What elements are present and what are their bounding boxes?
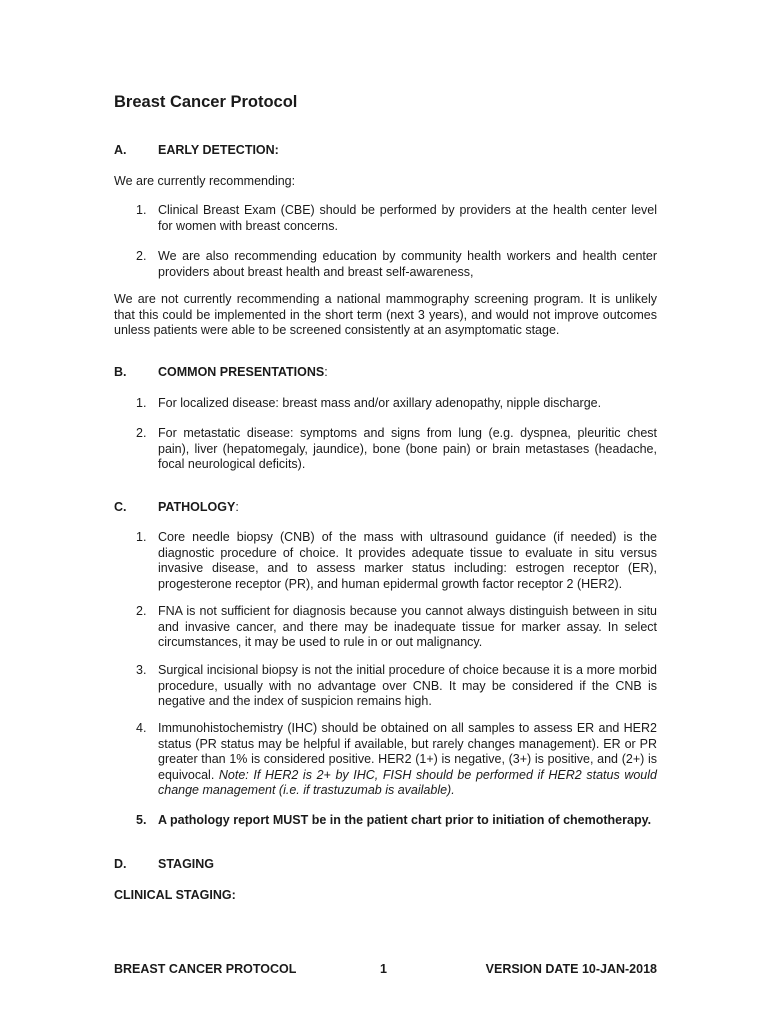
list-item-number: 2. — [136, 426, 147, 440]
list-item-text: Core needle biopsy (CNB) of the mass with ultrasound guidance (if needed) is the diagnostic procedure of choice. It provides adequate tissue to evaluate in situ versus invasive disease, and to assess marker status including: estrogen receptor (ER), progesterone receptor (PR), and human epidermal growth factor receptor 2 (HER2). — [158, 530, 657, 591]
list-item-number: 2. — [136, 604, 147, 618]
list-item-number: 1. — [136, 203, 147, 217]
list-item-text — [158, 721, 657, 799]
footer-version-date: VERSION DATE 10-JAN-2018 — [485, 962, 657, 976]
document-title: Breast Cancer Protocol — [114, 93, 298, 111]
section-c-letter: C. — [114, 500, 127, 514]
section-a-intro: We are currently recommending: — [114, 174, 296, 188]
section-a-title: EARLY DETECTION: — [158, 143, 279, 157]
footer-doc-title: BREAST CANCER PROTOCOL — [114, 962, 297, 976]
section-d-heading — [114, 857, 214, 871]
section-d-letter: D. — [114, 857, 127, 871]
list-item-text: A pathology report MUST be in the patient chart prior to initiation of chemotherapy. — [158, 813, 652, 827]
list-item-text: Surgical incisional biopsy is not the initial procedure of choice because it is a more morbid procedure, usually with no advantage over CNB. It may be considered if the CNB is negative and the index of suspicion remains high. — [158, 663, 657, 708]
section-d-title: STAGING — [158, 857, 215, 871]
section-b-heading — [114, 365, 328, 379]
section-a-letter: A. — [114, 143, 127, 157]
section-b-letter: B. — [114, 365, 127, 379]
list-item-number: 4. — [136, 721, 147, 735]
list-item-text: For localized disease: breast mass and/or axillary adenopathy, nipple discharge. — [158, 396, 602, 410]
list-item-number: 1. — [136, 396, 147, 410]
list-item-text: For metastatic disease: symptoms and signs from lung (e.g. dyspnea, pleuritic chest pain), liver (hepatomegaly, jaundice), bone (bone pain) or brain metastases (headache, focal neurological deficits). — [158, 426, 657, 471]
list-item-number: 3. — [136, 663, 147, 677]
clinical-staging-subheading: CLINICAL STAGING: — [114, 888, 236, 902]
section-a-heading — [114, 143, 279, 157]
section-b-colon: : — [324, 365, 328, 379]
section-c-title: PATHOLOGY — [158, 500, 236, 514]
footer-page-number: 1 — [380, 962, 387, 976]
section-c-colon: : — [235, 500, 239, 514]
her2-note: Note: If HER2 is 2+ by IHC, FISH should be performed if HER2 status would change management (i.e. if trastuzumab is available). — [158, 767, 657, 797]
list-item-text: Clinical Breast Exam (CBE) should be performed by providers at the health center level for women with breast concerns. — [158, 203, 657, 233]
list-item-body: Immunohistochemistry (IHC) should be obtained on all samples to assess ER and HER2 status (PR status may be helpful if available, but rarely changes management). ER or PR greater than 1% is considered positive. HER2 (1+) is negative, (3+) is positive, and (2+) is equivocal. — [158, 721, 657, 782]
section-b-title: COMMON PRESENTATIONS — [158, 365, 325, 379]
list-item-text: FNA is not sufficient for diagnosis because you cannot always distinguish between in situ and invasive cancer, and there may be inadequate tissue for marker assay. In select circumstances, it may be used to rule in or out malignancy. — [158, 604, 657, 649]
list-item-number: 1. — [136, 530, 147, 544]
section-a-closing: We are not currently recommending a national mammography screening program. It is unlikely that this could be implemented in the short term (next 3 years), and would not improve outcomes unless patients were able to be screened consistently at an asymptomatic stage. — [114, 292, 657, 337]
section-c-heading — [114, 500, 239, 514]
list-item-text: We are also recommending education by community health workers and health center providers about breast health and breast self-awareness, — [158, 249, 657, 279]
list-item-number: 5. — [136, 813, 147, 827]
list-item-number: 2. — [136, 249, 147, 263]
